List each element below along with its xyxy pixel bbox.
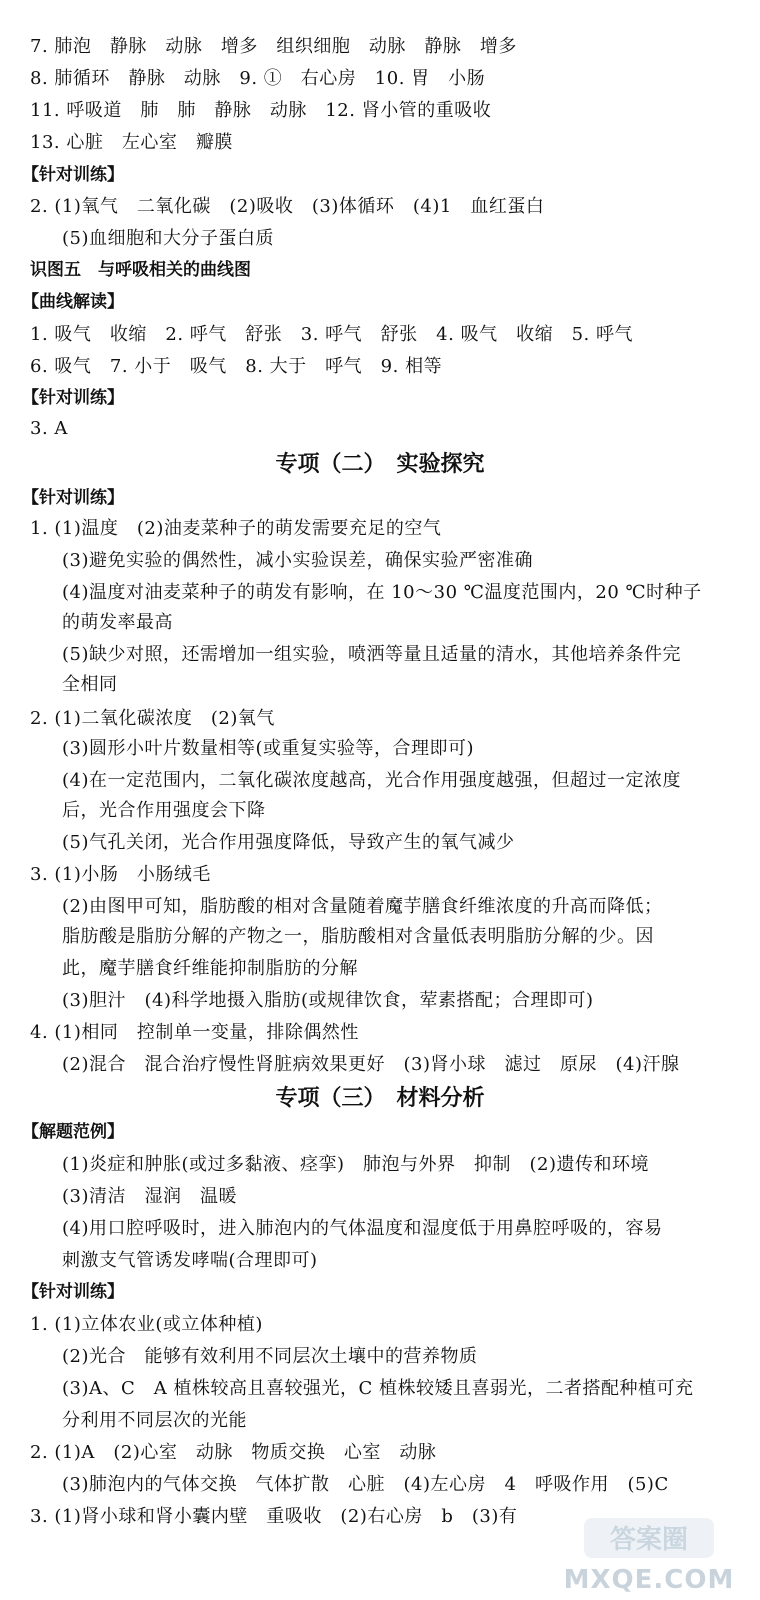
answer-line: (3)避免实验的偶然性，减小实验误差，确保实验严密准确	[62, 550, 533, 571]
answer-line: 2. (1)二氧化碳浓度 (2)氧气	[30, 708, 275, 729]
answer-line: (4)在一定范围内，二氧化碳浓度越高，光合作用强度越强，但超过一定浓度	[62, 770, 681, 791]
answer-line: (4)温度对油麦菜种子的萌发有影响，在 10～30 ℃温度范围内，20 ℃时种子	[62, 582, 702, 603]
answer-line: 后，光合作用强度会下降	[62, 800, 266, 821]
example-heading: 【解题范例】	[22, 1122, 124, 1142]
answer-line: 1. (1)温度 (2)油麦菜种子的萌发需要充足的空气	[30, 518, 442, 539]
answer-line: 此，魔芋膳食纤维能抑制脂肪的分解	[62, 958, 358, 979]
answer-line: 脂肪酸是脂肪分解的产物之一，脂肪酸相对含量低表明脂肪分解的少。因	[62, 926, 654, 947]
watermark-logo	[544, 1516, 754, 1596]
curve-heading: 【曲线解读】	[22, 292, 124, 312]
training-heading: 【针对训练】	[22, 488, 124, 508]
section-title: 专项（二） 实验探究	[275, 452, 485, 477]
answer-line: 2. (1)氧气 二氧化碳 (2)吸收 (3)体循环 (4)1 血红蛋白	[30, 196, 545, 217]
answer-line: (3)清洁 湿润 温暖	[62, 1186, 237, 1207]
answer-line: (3)圆形小叶片数量相等(或重复实验等，合理即可)	[62, 738, 475, 759]
answer-line: 4. (1)相同 控制单一变量，排除偶然性	[30, 1022, 359, 1043]
answer-line: 2. (1)A (2)心室 动脉 物质交换 心室 动脉	[30, 1442, 437, 1463]
answer-line: 分利用不同层次的光能	[62, 1410, 247, 1431]
answer-line: 6. 吸气 7. 小于 吸气 8. 大于 呼气 9. 相等	[30, 356, 443, 377]
answer-line: 8. 肺循环 静脉 动脉 9. ① 右心房 10. 胃 小肠	[30, 68, 486, 89]
answer-line: 11. 呼吸道 肺 肺 静脉 动脉 12. 肾小管的重吸收	[30, 100, 492, 121]
answer-line: 全相同	[62, 674, 118, 695]
answer-line: 1. 吸气 收缩 2. 呼气 舒张 3. 呼气 舒张 4. 吸气 收缩 5. 呼气	[30, 324, 633, 345]
subsection-title: 识图五 与呼吸相关的曲线图	[30, 260, 251, 280]
answer-line: 刺激支气管诱发哮喘(合理即可)	[62, 1250, 318, 1271]
answer-line: (5)气孔关闭，光合作用强度降低，导致产生的氧气减少	[62, 832, 515, 853]
section-title: 专项（三） 材料分析	[275, 1086, 485, 1111]
answer-line: (3)胆汁 (4)科学地摄入脂肪(或规律饮食，荤素搭配；合理即可)	[62, 990, 594, 1011]
watermark-url: MXQE.COM	[563, 1565, 735, 1595]
answer-line: (1)炎症和肿胀(或过多黏液、痉挛) 肺泡与外界 抑制 (2)遗传和环境	[62, 1154, 650, 1175]
answer-line: (5)缺少对照，还需增加一组实验，喷洒等量且适量的清水，其他培养条件完	[62, 644, 681, 665]
answer-line: 7. 肺泡 静脉 动脉 增多 组织细胞 动脉 静脉 增多	[30, 36, 517, 57]
training-heading: 【针对训练】	[22, 1282, 124, 1302]
training-heading: 【针对训练】	[22, 388, 124, 408]
watermark-logo-text: 答案圈	[609, 1525, 689, 1555]
training-heading: 【针对训练】	[22, 165, 124, 185]
answer-line: (3)A、C A 植株较高且喜较强光，C 植株较矮且喜弱光，二者搭配种植可充	[62, 1378, 694, 1399]
answer-line: (2)混合 混合治疗慢性肾脏病效果更好 (3)肾小球 滤过 原尿 (4)汗腺	[62, 1054, 680, 1075]
answer-line: (2)光合 能够有效利用不同层次土壤中的营养物质	[62, 1346, 478, 1367]
answer-line: 3. A	[30, 418, 68, 439]
answer-line: (3)肺泡内的气体交换 气体扩散 心脏 (4)左心房 4 呼吸作用 (5)C	[62, 1474, 669, 1495]
answer-line: (4)用口腔呼吸时，进入肺泡内的气体温度和湿度低于用鼻腔呼吸的，容易	[62, 1218, 663, 1239]
answer-line: (2)由图甲可知，脂肪酸的相对含量随着魔芋膳食纤维浓度的升高而降低；	[62, 896, 663, 917]
answer-line: 13. 心脏 左心室 瓣膜	[30, 132, 233, 153]
answer-line: 3. (1)小肠 小肠绒毛	[30, 864, 211, 885]
answer-line: 1. (1)立体农业(或立体种植)	[30, 1314, 263, 1335]
answer-line: (5)血细胞和大分子蛋白质	[62, 228, 274, 249]
answer-line: 的萌发率最高	[62, 612, 173, 633]
answer-line: 3. (1)肾小球和肾小囊内壁 重吸收 (2)右心房 b (3)有	[30, 1506, 518, 1527]
